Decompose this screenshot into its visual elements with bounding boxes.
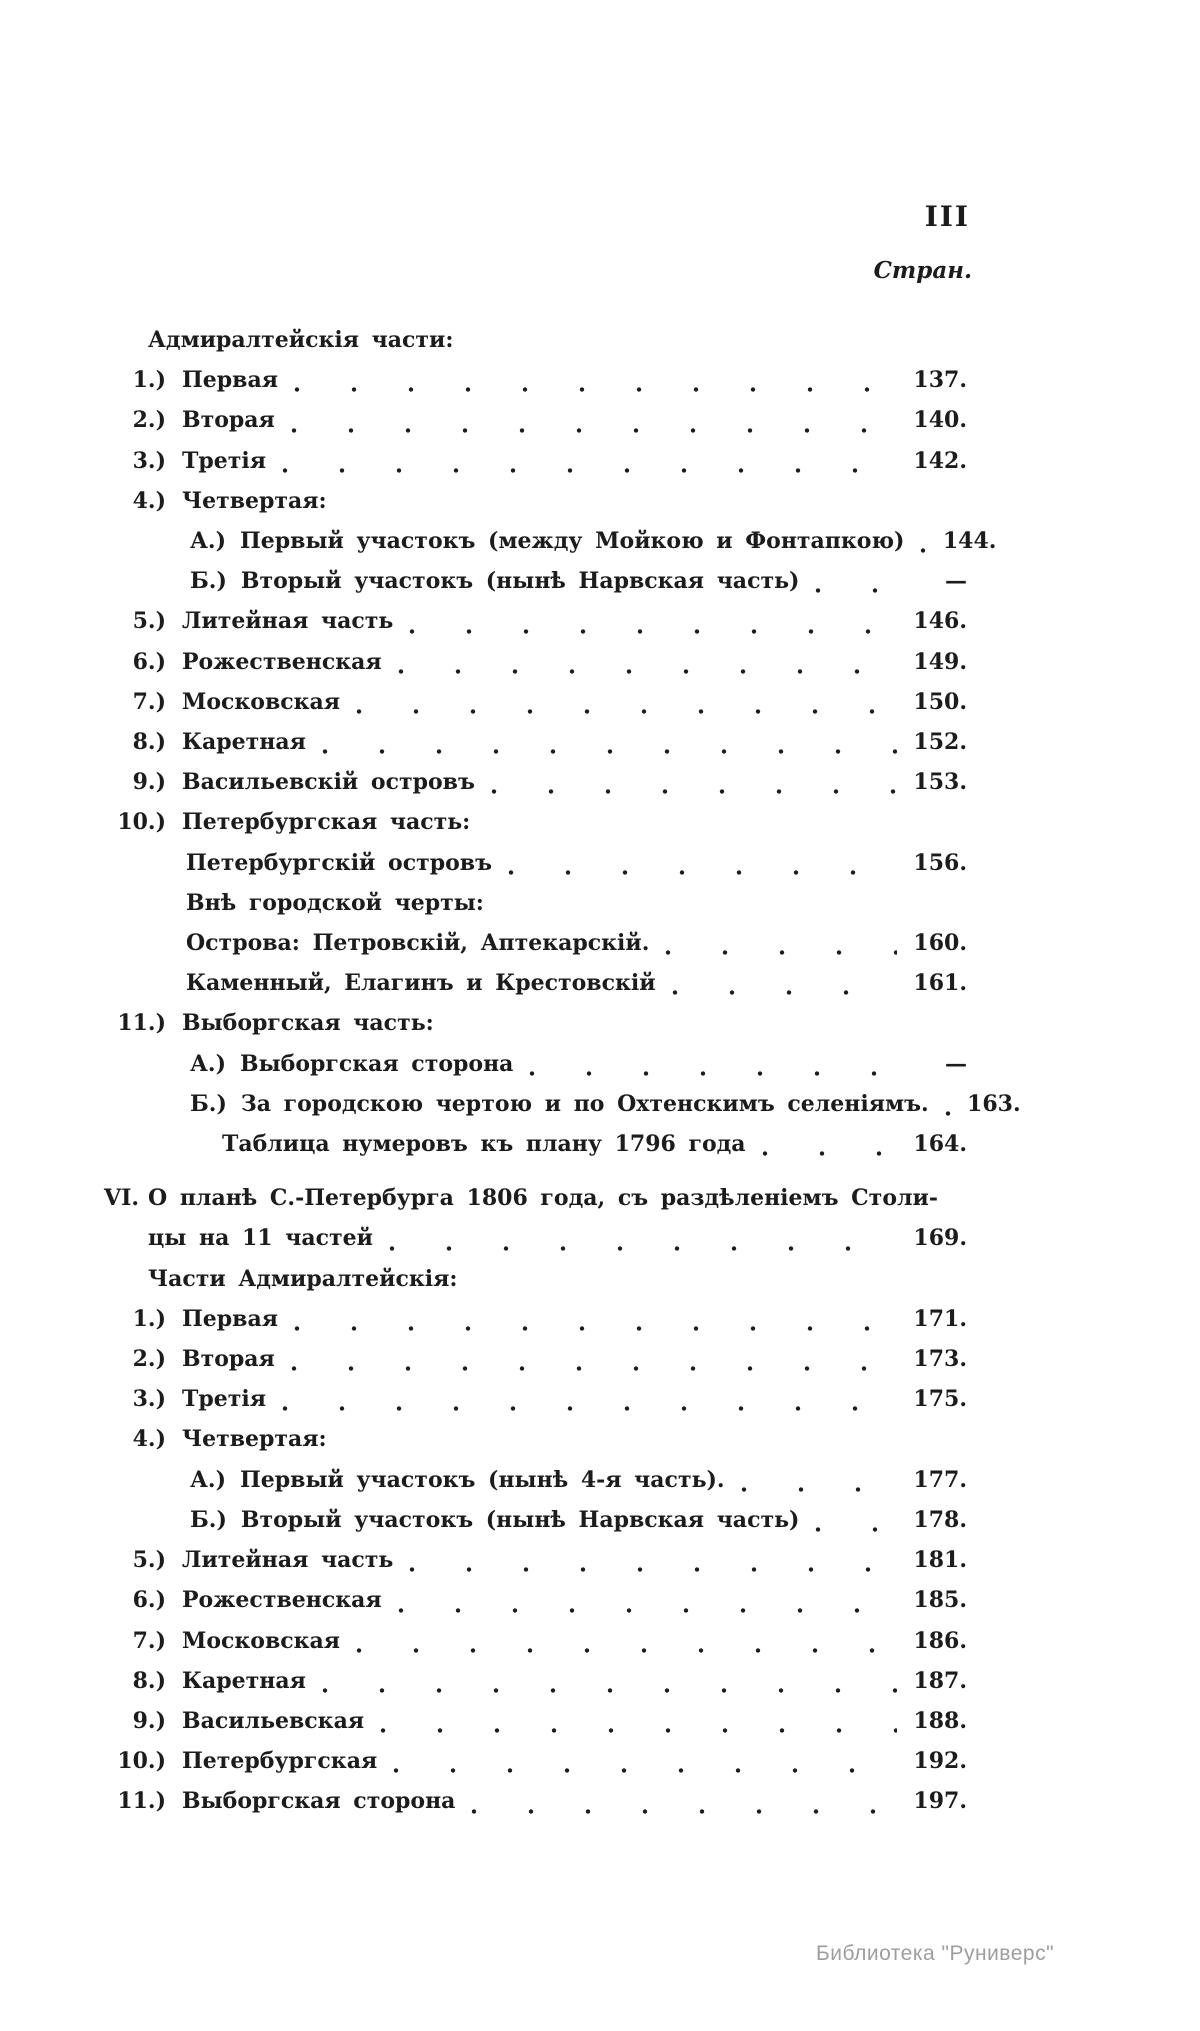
dot-leader: [672, 989, 897, 996]
toc-row: [104, 682, 967, 722]
toc-row-page: 188.: [913, 1707, 967, 1734]
toc-row-label: Четвертая:: [182, 487, 327, 514]
toc-row: [104, 1460, 967, 1500]
toc-row-label: Выборгская часть:: [182, 1010, 434, 1037]
toc-row-label: Васильевскій островъ: [182, 769, 475, 796]
toc-row-label: Петербургскій островъ: [186, 849, 492, 876]
toc-row: [104, 1084, 1021, 1124]
dot-leader: [529, 1070, 897, 1077]
toc-row-label: Третія: [182, 1386, 266, 1413]
toc-row-number: 4.): [132, 487, 166, 514]
toc-row-page: 153.: [913, 769, 967, 796]
toc-row-page: 160.: [913, 930, 967, 957]
toc-row: [104, 722, 967, 762]
toc-row-number: 11.): [117, 1788, 166, 1815]
dot-leader: [945, 1110, 951, 1117]
toc-row: [104, 1178, 967, 1218]
dot-leader: [815, 587, 897, 594]
toc-row-page: 187.: [913, 1667, 967, 1694]
page-number: III: [924, 200, 970, 233]
toc-row-label: Каретная: [182, 1667, 306, 1694]
dot-leader: [741, 1486, 897, 1493]
toc-row-number: 2.): [132, 407, 166, 434]
dot-leader: [294, 386, 897, 393]
toc-row-number: А.): [190, 1466, 226, 1493]
dot-leader: [389, 1245, 897, 1252]
dot-leader: [508, 869, 897, 876]
toc-row: [104, 320, 967, 360]
toc-row: [104, 1540, 967, 1580]
toc-row-label: цы на 11 частей: [148, 1225, 373, 1252]
toc-row-number: 5.): [132, 1547, 166, 1574]
toc-row-label: Первый участокъ (между Мойкою и Фонтапкою): [240, 528, 905, 555]
dot-leader: [282, 1405, 897, 1412]
toc-list: [0, 320, 1200, 1822]
toc-row: [104, 1419, 967, 1459]
toc-row-number: А.): [190, 528, 226, 555]
toc-row: [104, 802, 967, 842]
toc-row-label: Первый участокъ (нынѣ 4-я часть).: [240, 1466, 725, 1493]
toc-row-page: —: [945, 1050, 967, 1077]
toc-row-number: 6.): [132, 1587, 166, 1614]
dot-leader: [665, 949, 897, 956]
toc-row-number: 4.): [132, 1426, 166, 1453]
toc-row-number: 3.): [132, 1386, 166, 1413]
dot-leader: [409, 1566, 897, 1573]
toc-row: [104, 521, 997, 561]
toc-row-label: Четвертая:: [182, 1426, 327, 1453]
dot-leader: [291, 427, 897, 434]
dot-leader: [282, 467, 897, 474]
toc-row-label: Рожественская: [182, 648, 382, 675]
toc-row-page: 142.: [913, 447, 967, 474]
toc-row-page: —: [945, 568, 967, 595]
toc-row-number: 10.): [117, 809, 166, 836]
toc-row-number: Б.): [190, 1506, 227, 1533]
toc-row-label: Острова: Петровскій, Аптекарскій.: [186, 930, 650, 957]
toc-row-number: 1.): [132, 367, 166, 394]
library-watermark: Библиотека "Руниверс": [816, 1942, 1055, 1965]
toc-row: [104, 883, 967, 923]
toc-row-number: 9.): [132, 769, 166, 796]
toc-row-number: 5.): [132, 608, 166, 635]
toc-row-number: VI.: [104, 1185, 140, 1212]
toc-row-label: Московская: [182, 1627, 341, 1654]
toc-row-page: 144.: [942, 528, 997, 555]
dot-leader: [294, 1325, 897, 1332]
toc-row: [104, 963, 967, 1003]
dot-leader: [356, 1647, 897, 1654]
toc-row: [104, 1044, 967, 1084]
toc-row: [104, 1339, 967, 1379]
toc-row-number: 7.): [132, 1627, 166, 1654]
toc-row-number: А.): [190, 1050, 226, 1077]
toc-row: [104, 843, 967, 883]
toc-row: [104, 481, 967, 521]
dot-leader: [491, 788, 897, 795]
dot-leader: [762, 1150, 897, 1157]
dot-leader: [398, 1607, 897, 1614]
toc-row-page: 181.: [913, 1547, 967, 1574]
toc-row-page: 137.: [913, 367, 967, 394]
toc-row-page: 175.: [913, 1386, 967, 1413]
dot-leader: [380, 1727, 897, 1734]
toc-row-page: 149.: [913, 648, 967, 675]
toc-row-page: 150.: [913, 688, 967, 715]
toc-row: [104, 1299, 967, 1339]
toc-row-number: 8.): [132, 729, 166, 756]
toc-row-page: 192.: [913, 1748, 967, 1775]
toc-row: [104, 1701, 967, 1741]
toc-row-label: Выборгская сторона: [182, 1788, 456, 1815]
toc-row: [104, 762, 967, 802]
toc-row-page: 146.: [913, 608, 967, 635]
toc-row: [104, 1661, 967, 1701]
toc-row: [104, 1741, 967, 1781]
toc-row: [104, 1124, 967, 1164]
toc-row-page: 171.: [913, 1305, 967, 1332]
page-column-header: Стран.: [873, 257, 972, 284]
toc-row: [104, 1500, 967, 1540]
toc-row-label: Рожественская: [182, 1587, 382, 1614]
toc-row-number: 6.): [132, 648, 166, 675]
toc-row-label: Петербургская часть:: [182, 809, 471, 836]
toc-row-label: Вторая: [182, 407, 275, 434]
toc-row-page: 140.: [913, 407, 967, 434]
toc-row-label: Каретная: [182, 729, 306, 756]
toc-row-page: 156.: [913, 849, 967, 876]
toc-row: [104, 642, 967, 682]
dot-leader: [291, 1365, 897, 1372]
toc-row-label: Первая: [182, 1305, 278, 1332]
toc-row-label: За городскою чертою и по Охтенскимъ селеніямъ.: [240, 1090, 929, 1117]
toc-row: [104, 561, 967, 601]
toc-row-label: Васильевская: [182, 1707, 365, 1734]
toc-row-label: О планѣ С.-Петербурга 1806 года, съ раздѣленіемъ Столи-: [148, 1185, 938, 1212]
toc-row-label: Литейная часть: [182, 1547, 394, 1574]
toc-row: [104, 923, 967, 963]
toc-row-label: Каменный, Елагинъ и Крестовскій: [186, 970, 656, 997]
toc-row-label: Адмиралтейскія части:: [148, 327, 454, 353]
toc-row-label: Части Адмиралтейскія:: [148, 1265, 458, 1292]
toc-row: [104, 601, 967, 641]
toc-row-number: 1.): [132, 1305, 166, 1332]
toc-row-label: Внѣ городской черты:: [186, 889, 484, 916]
toc-row: [104, 360, 967, 400]
toc-row-label: Московская: [182, 688, 341, 715]
toc-row-page: 164.: [913, 1131, 967, 1158]
toc-row-page: 185.: [913, 1587, 967, 1614]
toc-row: [104, 400, 967, 440]
toc-row: [104, 1259, 967, 1299]
toc-row-number: 11.): [117, 1010, 166, 1037]
toc-row-label: Петербургская: [182, 1748, 378, 1775]
toc-row: [104, 441, 967, 481]
dot-leader: [356, 708, 897, 715]
dot-leader: [398, 668, 897, 675]
toc-row-page: 178.: [913, 1506, 967, 1533]
toc-row-number: 2.): [132, 1346, 166, 1373]
toc-row: [104, 1379, 967, 1419]
toc-row: [104, 1580, 967, 1620]
toc-row: [104, 1218, 967, 1258]
toc-row-number: 10.): [117, 1748, 166, 1775]
toc-row-label: Первая: [182, 367, 278, 394]
toc-row-label: Третія: [182, 447, 266, 474]
toc-row-label: Литейная часть: [182, 608, 394, 635]
toc-row-label: Таблица нумеровъ къ плану 1796 года: [222, 1131, 746, 1158]
toc-row-number: 7.): [132, 688, 166, 715]
toc-row-page: 173.: [913, 1346, 967, 1373]
toc-row-label: Вторый участокъ (нынѣ Нарвская часть): [240, 568, 800, 595]
toc-row-label: Вторая: [182, 1346, 275, 1373]
toc-row-page: 169.: [913, 1225, 967, 1252]
toc-row-page: 177.: [913, 1466, 967, 1493]
toc-row-label: Выборгская сторона: [240, 1050, 514, 1077]
dot-leader: [322, 1687, 897, 1694]
toc-row-page: 197.: [913, 1788, 967, 1815]
toc-row-number: Б.): [190, 568, 227, 595]
toc-row-page: 152.: [913, 729, 967, 756]
toc-row: [104, 1003, 967, 1043]
toc-row-page: 186.: [913, 1627, 967, 1654]
toc-row-page: 163.: [967, 1090, 1021, 1117]
toc-row-page: 161.: [913, 970, 967, 997]
toc-row-number: 8.): [132, 1667, 166, 1694]
dot-leader: [409, 628, 897, 635]
dot-leader: [920, 547, 926, 554]
toc-row-number: Б.): [190, 1090, 227, 1117]
dot-leader: [815, 1526, 897, 1533]
dot-leader: [393, 1767, 897, 1774]
dot-leader: [322, 748, 897, 755]
toc-row-number: 9.): [132, 1707, 166, 1734]
toc-row: [104, 1621, 967, 1661]
dot-leader: [471, 1808, 897, 1815]
toc-row-label: Вторый участокъ (нынѣ Нарвская часть): [240, 1506, 800, 1533]
toc-row-number: 3.): [132, 447, 166, 474]
toc-row: [104, 1781, 967, 1821]
